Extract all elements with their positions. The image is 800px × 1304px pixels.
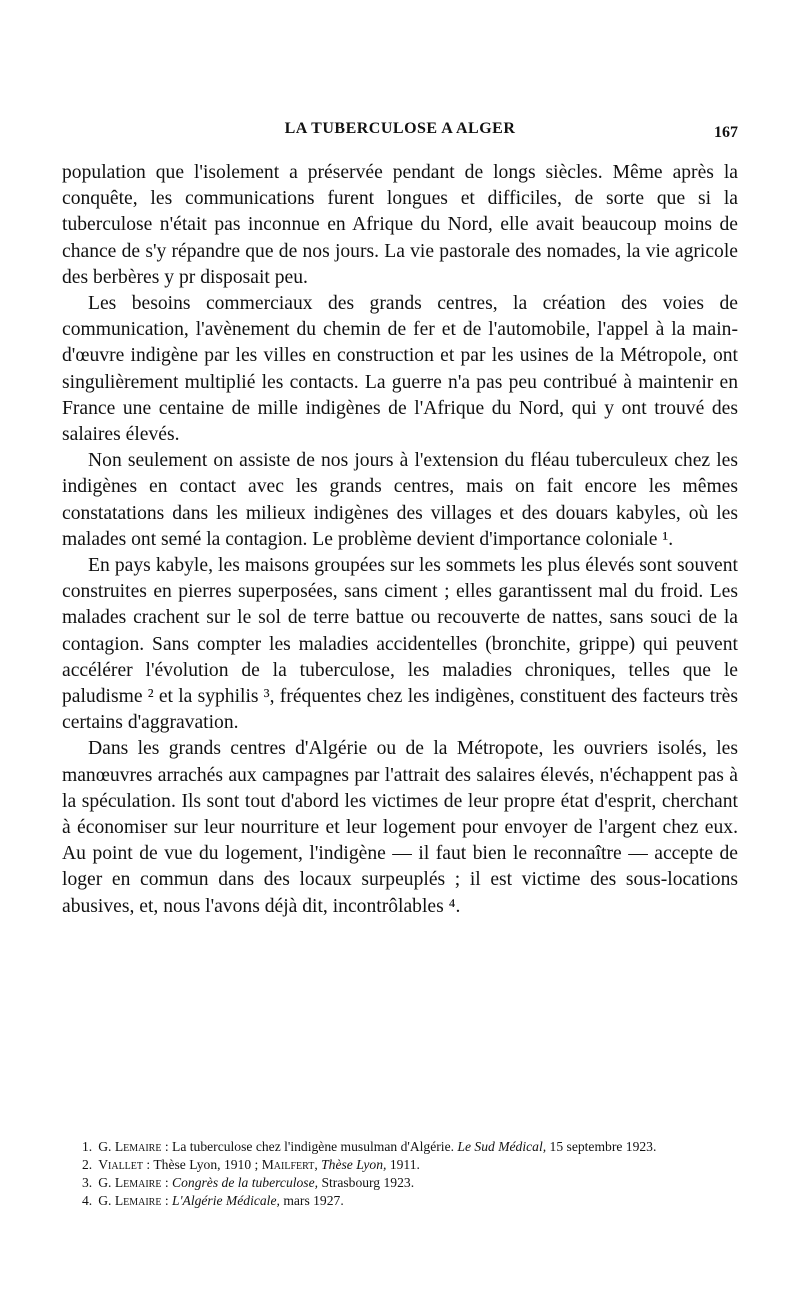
- footnote-rest: mars 1927.: [283, 1193, 344, 1208]
- footnote-rest: 1911.: [389, 1157, 420, 1172]
- running-title: LA TUBERCULOSE A ALGER: [284, 120, 516, 137]
- paragraph-1: population que l'isolement a préservée pendant de longs siècles. Même après la conquête, les communications furent longues et difficiles, de sorte que si la tuberculose n'était pas inconnue en Afrique du Nord, elle avait beaucoup moins de chance de s'y répandre que de nos jours. La vie pastorale des nomades, la vie agricole des berbères y pr disposait peu.: [62, 162, 738, 288]
- footnote-number: 2.: [82, 1157, 93, 1172]
- running-head: [62, 118, 738, 140]
- footnote-4: [82, 1192, 738, 1210]
- footnote-rest: Strasbourg 1923.: [321, 1175, 415, 1190]
- footnote-text: :: [164, 1193, 169, 1208]
- footnote-author: Viallet: [98, 1157, 144, 1172]
- paragraph-2: Les besoins commerciaux des grands centres, la création des voies de communication, l'avènement du chemin de fer et de l'automobile, l'appel à la main-d'œuvre indigène par les villes en construction et par les usines de la Métropole, ont singulièrement multiplié les contacts. La guerre n'a pas peu contribué à maintenir en France une centaine de mille indigènes de l'Afrique du Nord, qui y ont trouvé des salaires élevés.: [62, 293, 738, 446]
- footnote-text: : La tuberculose chez l'indigène musulman d'Algérie.: [164, 1139, 454, 1154]
- body-text: [62, 160, 738, 920]
- footnote-text: :: [164, 1175, 169, 1190]
- footnote-3: [82, 1174, 738, 1192]
- footnote-2: [82, 1156, 738, 1174]
- footnote-author: G. Lemaire: [98, 1193, 162, 1208]
- paragraph-3: Non seulement on assiste de nos jours à l'extension du fléau tuberculeux chez les indigènes en contact avec les grands centres, mais on fait encore les mêmes constatations dans les milieux indigènes des villages et des douars kabyles, où les malades ont semé la contagion. Le problème devient d'importance coloniale ¹.: [62, 450, 738, 550]
- footnote-source: L'Algérie Médicale,: [172, 1193, 280, 1208]
- footnote-source: Thèse Lyon,: [321, 1157, 387, 1172]
- footnotes: [82, 1138, 738, 1210]
- footnote-text: : Thèse Lyon, 1910 ;: [146, 1157, 259, 1172]
- footnote-author: G. Lemaire: [98, 1139, 162, 1154]
- footnote-number: 3.: [82, 1175, 93, 1190]
- footnote-source: Le Sud Médical,: [457, 1139, 547, 1154]
- footnote-source: Congrès de la tuberculose,: [172, 1175, 319, 1190]
- page-number: 167: [714, 124, 738, 141]
- paragraph-5: Dans les grands centres d'Algérie ou de la Métropote, les ouvriers isolés, les manœuvres arrachés aux campagnes par l'attrait des salaires élevés, n'échappent pas à la spéculation. Ils sont tout d'abord les victimes de leur propre état d'esprit, cherchant à économiser sur leur nourriture et leur logement pour envoyer de l'argent chez eux. Au point de vue du logement, l'indigène — il faut bien le reconnaître — accepte de loger en commun dans des locaux surpeuplés ; il est victime des sous-locations abusives, et, nous l'avons déjà dit, incontrôlables ⁴.: [62, 738, 738, 917]
- paragraph-4: En pays kabyle, les maisons groupées sur les sommets les plus élevés sont souvent construites en pierres superposées, sans ciment ; elles garantissent mal du froid. Les malades crachent sur le sol de terre battue ou recouverte de nattes, sans souci de la contagion. Sans compter les maladies accidentelles (bronchite, grippe) qui peuvent accélérer l'évolution de la tuberculose, les maladies chroniques, telles que le paludisme ² et la syphilis ³, fréquentes chez les indigènes, constituent des facteurs très certains d'aggravation.: [62, 555, 738, 734]
- footnote-author-2: Mailfert,: [261, 1157, 318, 1172]
- footnote-rest: 15 septembre 1923.: [549, 1139, 657, 1154]
- footnote-author: G. Lemaire: [98, 1175, 162, 1190]
- footnote-1: [82, 1138, 738, 1156]
- footnote-number: 1.: [82, 1139, 93, 1154]
- footnote-number: 4.: [82, 1193, 93, 1208]
